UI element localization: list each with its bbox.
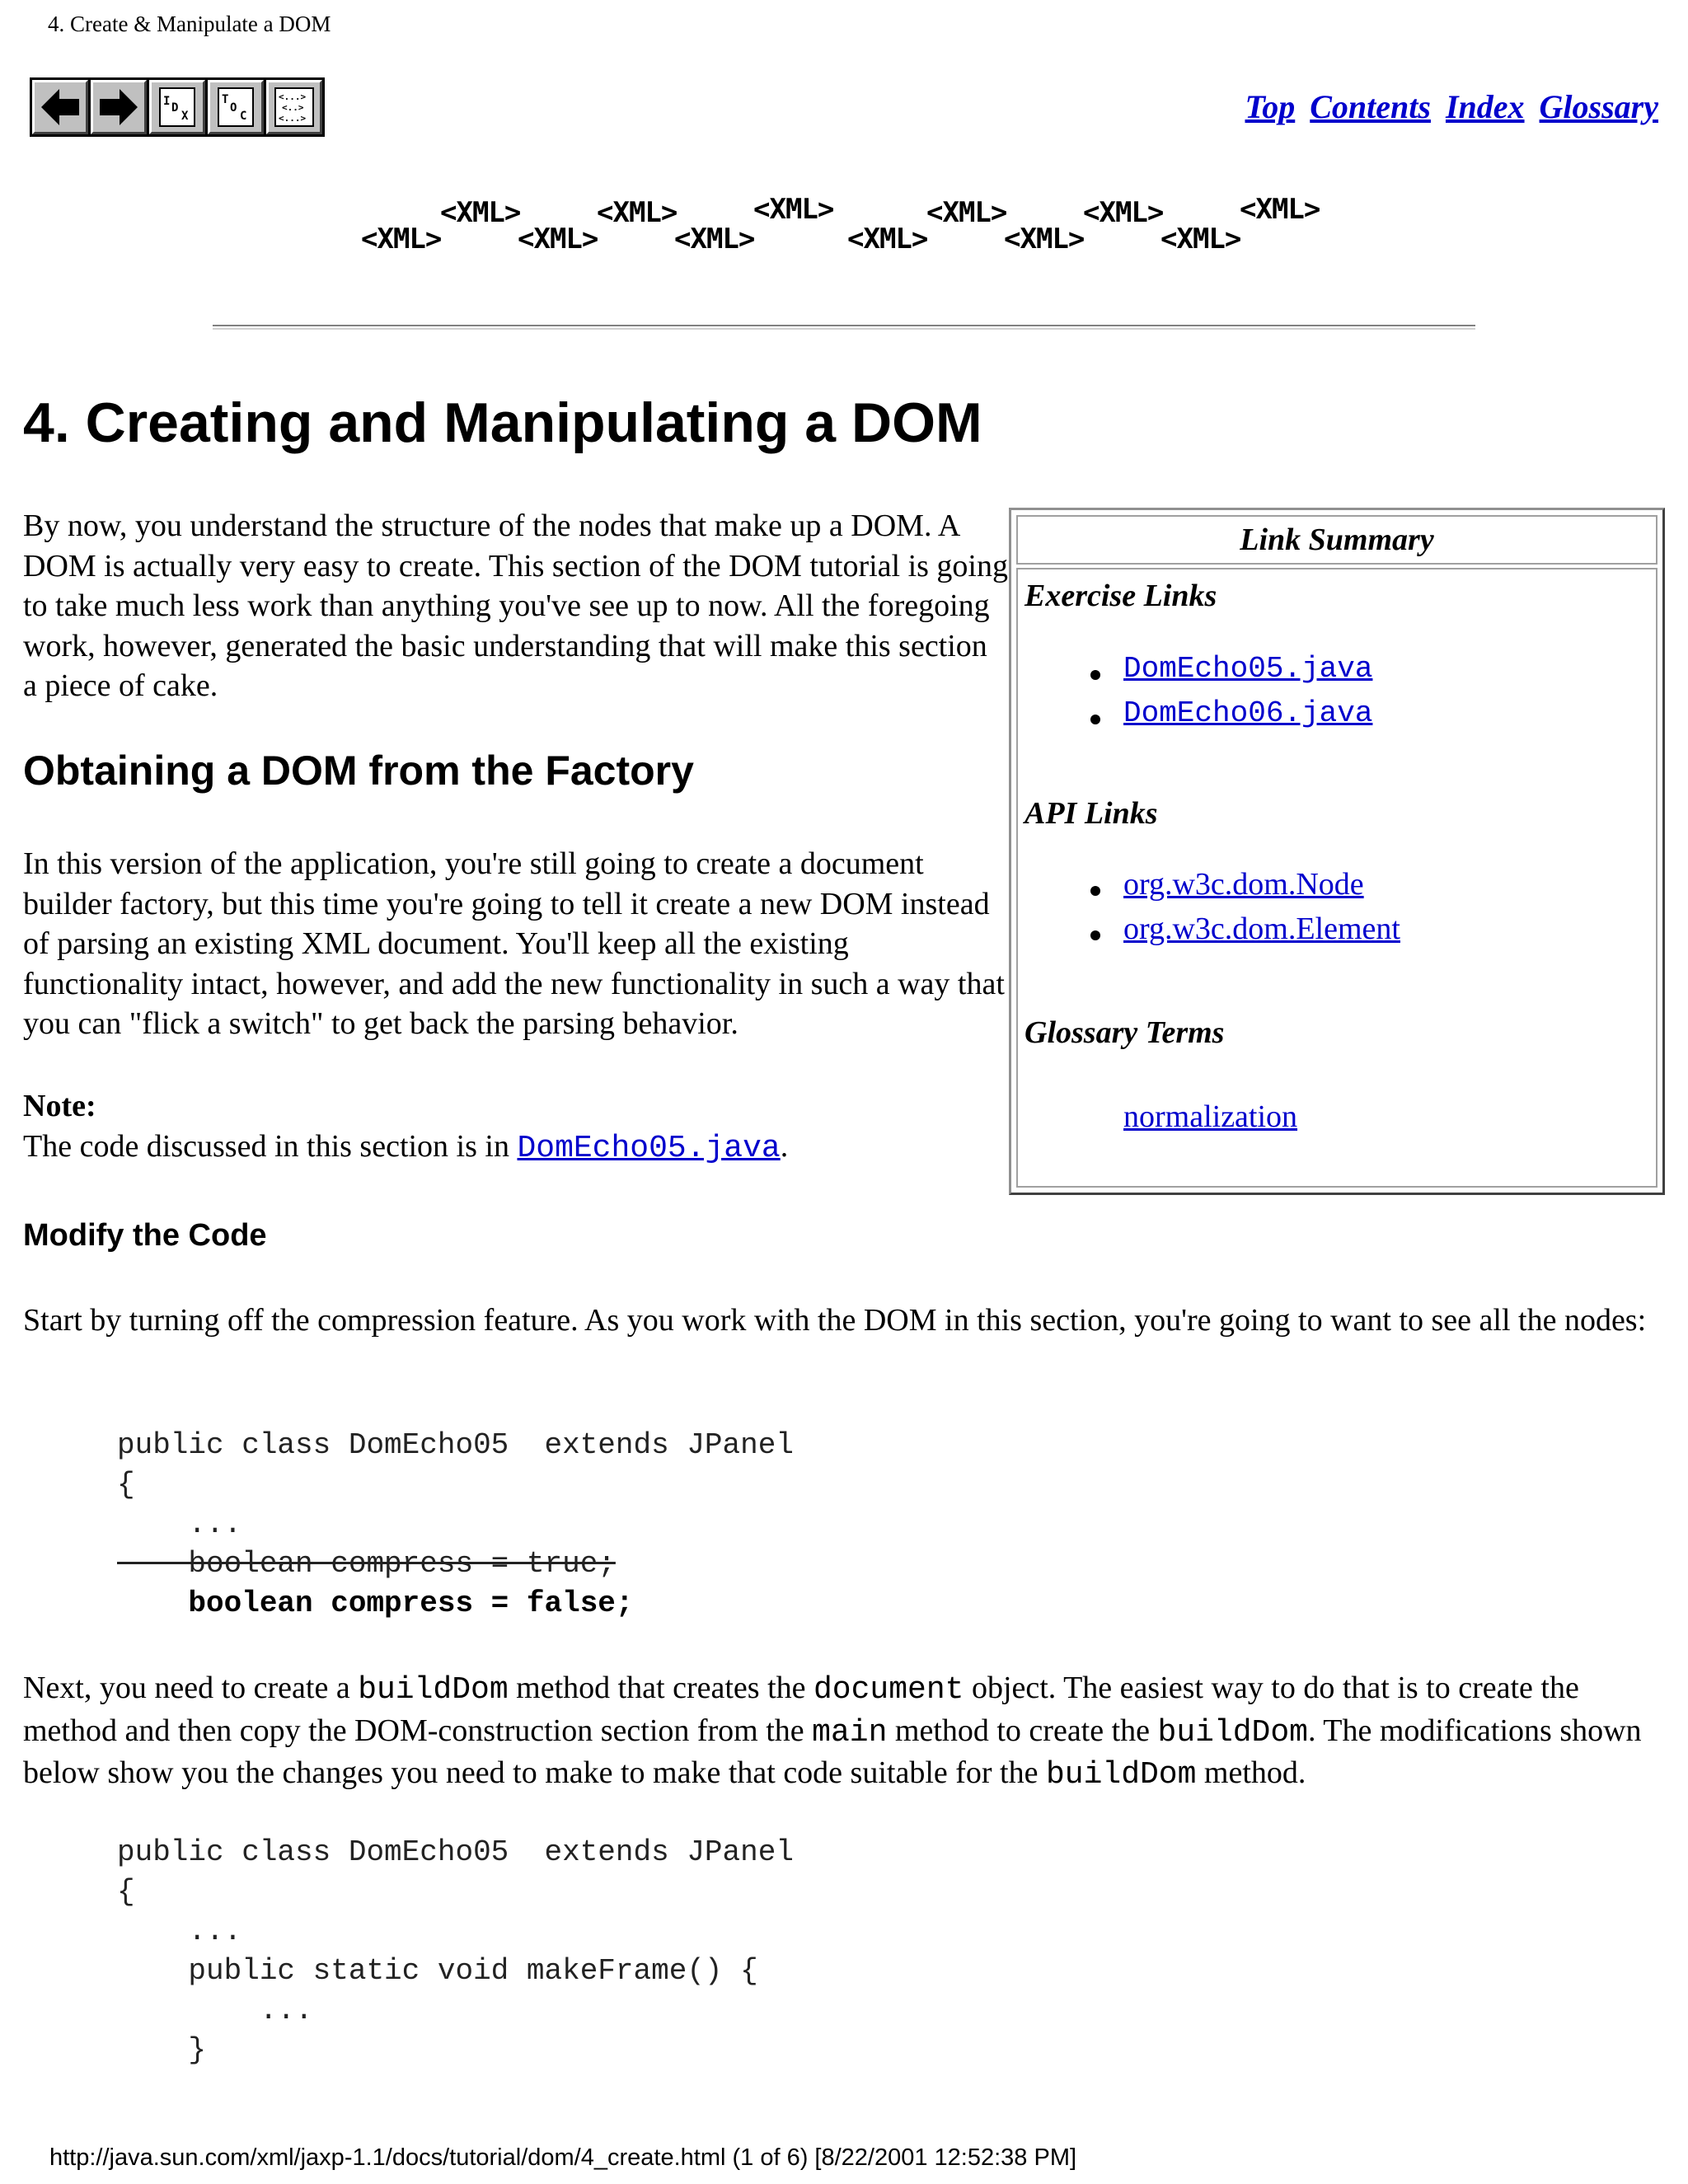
svg-text:C: C	[240, 110, 247, 123]
bullet-icon	[1090, 715, 1100, 724]
note-block	[23, 1086, 1009, 1169]
back-button[interactable]	[32, 80, 88, 134]
code-line: public class DomEcho05 extends JPanel	[117, 1835, 794, 1869]
back-arrow-icon	[38, 85, 82, 129]
top-nav-links	[1238, 87, 1658, 126]
xml-banner-tag: <XML>	[361, 223, 442, 255]
glossary-link-normalization[interactable]: normalization	[1123, 1099, 1298, 1134]
svg-text:<...>: <...>	[279, 113, 307, 124]
xml-banner-tag: <XML>	[1083, 196, 1164, 229]
svg-text:<...>: <...>	[279, 91, 307, 102]
text-run: method to create the	[887, 1713, 1158, 1748]
svg-text:<..>: <..>	[282, 102, 304, 113]
code-term: buildDom	[1045, 1757, 1197, 1793]
note-period: .	[780, 1128, 789, 1164]
svg-text:T: T	[222, 93, 229, 106]
note-label: Note:	[23, 1089, 96, 1123]
exercise-links-label: Exercise Links	[1025, 579, 1217, 613]
section2-paragraph: Start by turning off the compression feature. As you work with the DOM in this section, you're going to want to see all the nodes:	[23, 1303, 1647, 1338]
xml-banner-tag: <XML>	[1240, 193, 1320, 226]
xml-banner	[361, 193, 1334, 262]
forward-arrow-icon	[96, 85, 141, 129]
note-text: The code discussed in this section is in	[23, 1128, 518, 1164]
glossary-terms-label: Glossary Terms	[1025, 1015, 1225, 1050]
link-summary-body	[1016, 568, 1658, 1188]
horizontal-rule	[213, 325, 1475, 330]
code-term: buildDom	[358, 1672, 509, 1708]
page-title: 4. Creating and Manipulating a DOM	[23, 391, 982, 454]
link-summary-box	[1009, 508, 1665, 1195]
note-domecho05-link[interactable]: DomEcho05.java	[517, 1130, 781, 1166]
glossary-link[interactable]: Glossary	[1539, 88, 1658, 125]
code-term: main	[812, 1714, 888, 1750]
xml-tags-icon	[272, 85, 316, 129]
text-run: object. The easiest way to do that is to create the method and then copy the DOM-construction section from the	[23, 1671, 1579, 1748]
svg-text:X: X	[181, 110, 189, 123]
text-run: method that creates the	[508, 1671, 814, 1705]
code-line: ...	[117, 1915, 242, 1948]
section-heading-modify-code: Modify the Code	[23, 1218, 267, 1253]
xml-banner-tag: <XML>	[847, 223, 928, 255]
code-block-2	[117, 1833, 794, 2070]
code-line: ...	[117, 1507, 242, 1541]
api-link-element[interactable]: org.w3c.dom.Element	[1123, 912, 1400, 946]
bullet-icon	[1090, 930, 1100, 940]
code-line: public class DomEcho05 extends JPanel	[117, 1428, 794, 1462]
index-button[interactable]	[149, 80, 205, 134]
code-block-1	[117, 1426, 794, 1624]
xml-banner-tag: <XML>	[440, 196, 521, 229]
contents-link[interactable]: Contents	[1310, 88, 1431, 125]
code-term: buildDom	[1157, 1714, 1308, 1750]
svg-text:O: O	[230, 101, 237, 115]
section-heading-obtaining-dom: Obtaining a DOM from the Factory	[23, 748, 694, 794]
code-line-added: boolean compress = false;	[117, 1586, 634, 1620]
text-run: method.	[1196, 1755, 1306, 1790]
nav-button-bar	[30, 77, 325, 137]
code-line: public static void makeFrame() {	[117, 1954, 758, 1988]
page-footer-url: http://java.sun.com/xml/jaxp-1.1/docs/tutorial/dom/4_create.html (1 of 6) [8/22/2001 12:52:38 PM]	[49, 2144, 1077, 2171]
xml-banner-tag: <XML>	[518, 223, 598, 255]
code-line: {	[117, 1468, 135, 1502]
build-dom-paragraph	[23, 1668, 1672, 1796]
exercise-link-domecho06[interactable]: DomEcho06.java	[1123, 696, 1373, 730]
code-line-removed: boolean compress = true;	[117, 1547, 616, 1581]
toc-button[interactable]	[208, 80, 264, 134]
api-links-label: API Links	[1025, 796, 1158, 831]
code-line: }	[117, 2033, 207, 2067]
running-header: 4. Create & Manipulate a DOM	[48, 12, 331, 36]
top-link[interactable]: Top	[1245, 88, 1296, 125]
toc-icon	[213, 85, 258, 129]
index-icon	[155, 85, 199, 129]
xml-banner-tag: <XML>	[597, 196, 678, 229]
text-run: Next, you need to create a	[23, 1671, 359, 1705]
xml-banner-tag: <XML>	[674, 223, 755, 255]
code-line: ...	[117, 1994, 313, 2027]
exercise-link-domecho05[interactable]: DomEcho05.java	[1123, 652, 1373, 686]
code-line: {	[117, 1875, 135, 1909]
xml-banner-tag: <XML>	[926, 196, 1007, 229]
bullet-icon	[1090, 886, 1100, 896]
xml-banner-tag: <XML>	[753, 193, 834, 226]
index-link[interactable]: Index	[1445, 88, 1525, 125]
bullet-icon	[1090, 670, 1100, 680]
code-term: document	[814, 1672, 964, 1708]
xml-banner-tag: <XML>	[1160, 223, 1241, 255]
text-run: . The modifications shown below show you the changes you need to make to make that code suitable for the	[23, 1713, 1642, 1790]
xml-tags-button[interactable]	[266, 80, 322, 134]
forward-button[interactable]	[91, 80, 147, 134]
svg-text:D: D	[171, 101, 179, 115]
api-link-node[interactable]: org.w3c.dom.Node	[1123, 867, 1364, 902]
svg-text:I: I	[163, 95, 171, 108]
section1-paragraph: In this version of the application, you're still going to create a document builder factory, but this time you're going to tell it create a new DOM instead of parsing an existing XML document. You'll keep all the existing functionality intact, however, and add the new functionality in such a way that you can "flick a switch" to get back the parsing behavior.	[23, 846, 1005, 1041]
xml-banner-tag: <XML>	[1004, 223, 1085, 255]
link-summary-title: Link Summary	[1016, 515, 1658, 565]
intro-paragraph: By now, you understand the structure of the nodes that make up a DOM. A DOM is actually very easy to create. This section of the DOM tutorial is going to take much less work than anything you've see up to now. All the foregoing work, however, generated the basic understanding that will make this section a piece of cake.	[23, 509, 1008, 703]
